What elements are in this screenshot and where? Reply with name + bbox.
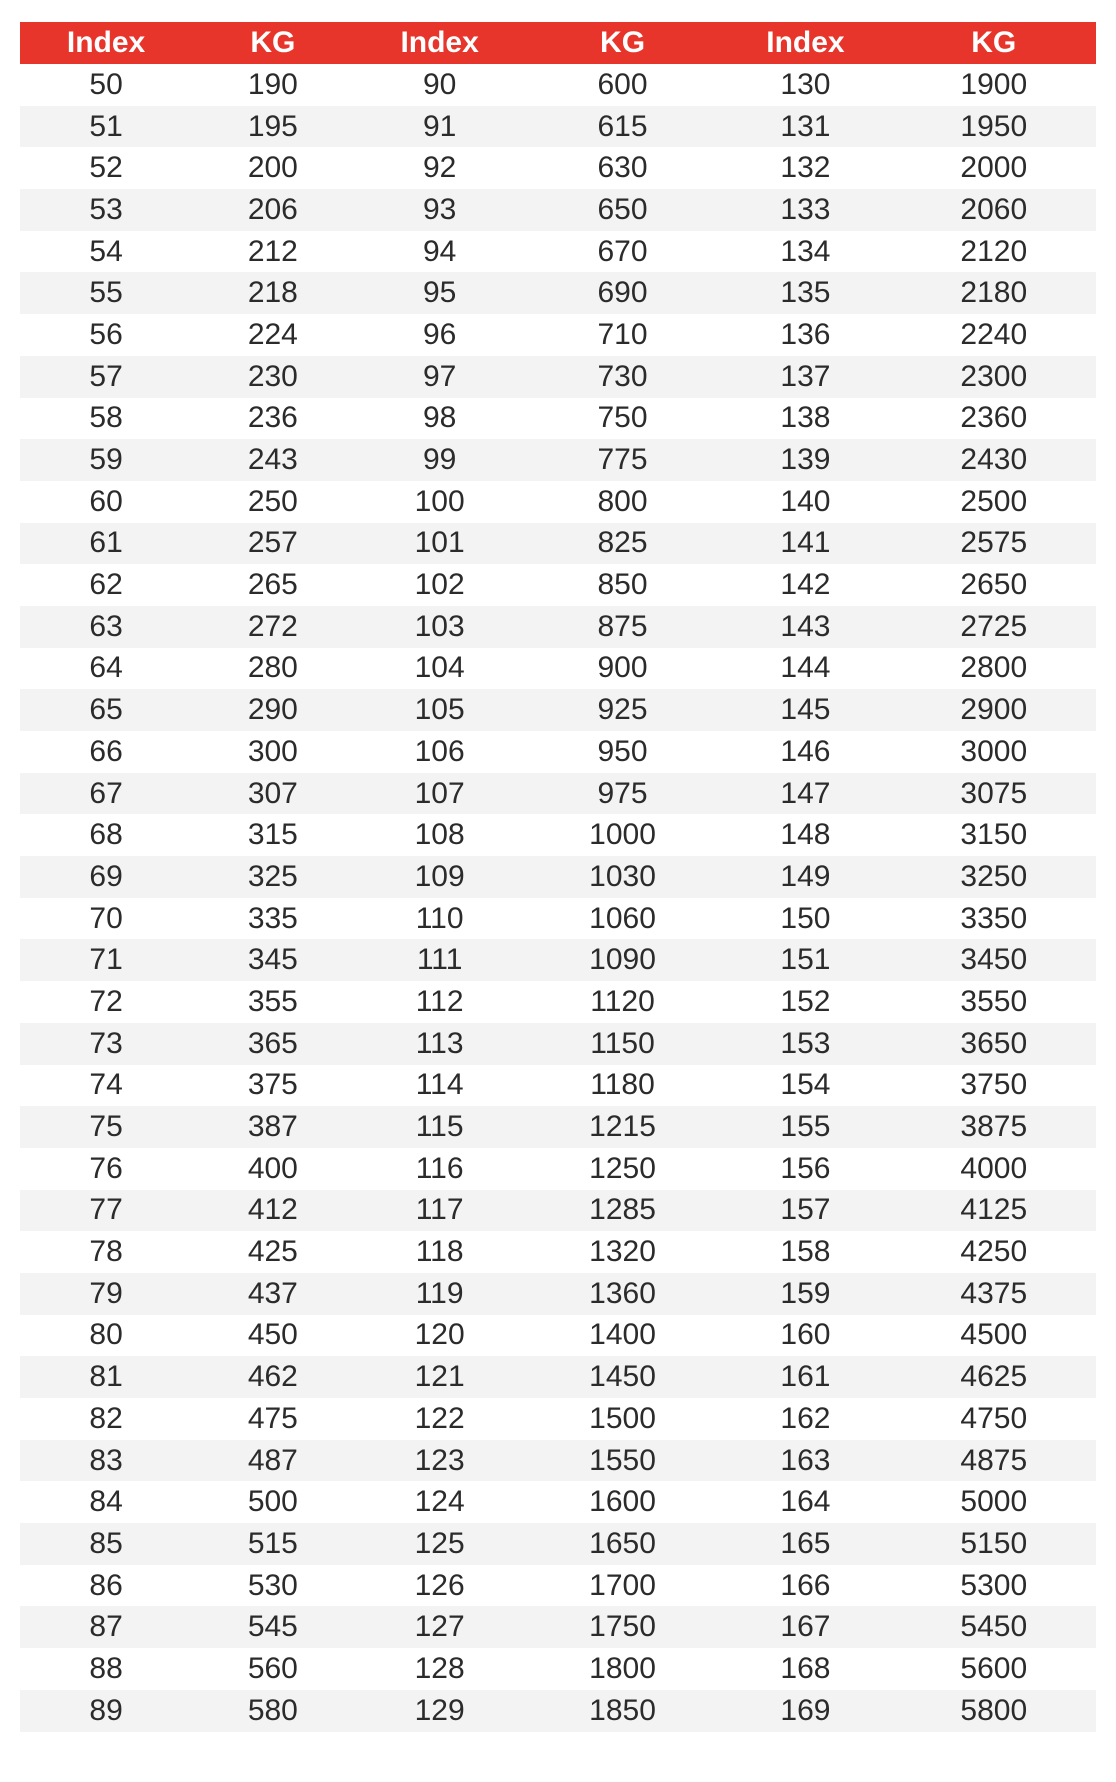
index-cell: 119 <box>354 1273 526 1315</box>
index-cell: 72 <box>20 981 192 1023</box>
load-index-table <box>20 22 1096 1732</box>
header-row <box>20 22 1096 64</box>
index-cell: 55 <box>20 272 192 314</box>
kg-cell: 3875 <box>892 1106 1096 1148</box>
kg-cell: 272 <box>192 606 353 648</box>
index-cell: 164 <box>719 1481 891 1523</box>
kg-cell: 2180 <box>892 272 1096 314</box>
table-row <box>20 523 1096 565</box>
kg-cell: 1090 <box>526 939 720 981</box>
kg-cell: 670 <box>526 231 720 273</box>
kg-cell: 450 <box>192 1315 353 1357</box>
index-cell: 145 <box>719 689 891 731</box>
index-cell: 165 <box>719 1523 891 1565</box>
table-row <box>20 648 1096 690</box>
kg-cell: 2240 <box>892 314 1096 356</box>
kg-cell: 4000 <box>892 1148 1096 1190</box>
index-cell: 90 <box>354 64 526 106</box>
index-cell: 51 <box>20 106 192 148</box>
index-cell: 134 <box>719 231 891 273</box>
kg-cell: 2725 <box>892 606 1096 648</box>
table-row <box>20 856 1096 898</box>
index-cell: 62 <box>20 564 192 606</box>
table-row <box>20 1648 1096 1690</box>
table-row <box>20 314 1096 356</box>
kg-cell: 250 <box>192 481 353 523</box>
index-cell: 79 <box>20 1273 192 1315</box>
index-cell: 94 <box>354 231 526 273</box>
column-header-kg: KG <box>892 22 1096 64</box>
index-cell: 110 <box>354 898 526 940</box>
column-header-index: Index <box>20 22 192 64</box>
index-cell: 152 <box>719 981 891 1023</box>
index-cell: 87 <box>20 1606 192 1648</box>
index-cell: 108 <box>354 814 526 856</box>
index-cell: 140 <box>719 481 891 523</box>
index-cell: 95 <box>354 272 526 314</box>
table-row <box>20 689 1096 731</box>
index-cell: 142 <box>719 564 891 606</box>
kg-cell: 4500 <box>892 1315 1096 1357</box>
kg-cell: 4875 <box>892 1440 1096 1482</box>
kg-cell: 3650 <box>892 1023 1096 1065</box>
index-cell: 59 <box>20 439 192 481</box>
kg-cell: 257 <box>192 523 353 565</box>
index-cell: 60 <box>20 481 192 523</box>
kg-cell: 580 <box>192 1690 353 1732</box>
kg-cell: 5450 <box>892 1606 1096 1648</box>
index-cell: 168 <box>719 1648 891 1690</box>
kg-cell: 515 <box>192 1523 353 1565</box>
kg-cell: 925 <box>526 689 720 731</box>
kg-cell: 425 <box>192 1231 353 1273</box>
kg-cell: 224 <box>192 314 353 356</box>
table-row <box>20 1273 1096 1315</box>
index-cell: 97 <box>354 356 526 398</box>
column-header-index: Index <box>719 22 891 64</box>
kg-cell: 775 <box>526 439 720 481</box>
kg-cell: 1060 <box>526 898 720 940</box>
table-row <box>20 64 1096 106</box>
kg-cell: 530 <box>192 1565 353 1607</box>
kg-cell: 190 <box>192 64 353 106</box>
index-cell: 107 <box>354 773 526 815</box>
index-cell: 106 <box>354 731 526 773</box>
kg-cell: 5600 <box>892 1648 1096 1690</box>
index-cell: 136 <box>719 314 891 356</box>
kg-cell: 2800 <box>892 648 1096 690</box>
table-row <box>20 189 1096 231</box>
index-cell: 133 <box>719 189 891 231</box>
table-row <box>20 1148 1096 1190</box>
index-cell: 120 <box>354 1315 526 1357</box>
index-cell: 115 <box>354 1106 526 1148</box>
kg-cell: 1150 <box>526 1023 720 1065</box>
index-cell: 127 <box>354 1606 526 1648</box>
index-cell: 68 <box>20 814 192 856</box>
kg-cell: 1000 <box>526 814 720 856</box>
kg-cell: 3350 <box>892 898 1096 940</box>
kg-cell: 690 <box>526 272 720 314</box>
index-cell: 166 <box>719 1565 891 1607</box>
index-cell: 77 <box>20 1190 192 1232</box>
kg-cell: 5150 <box>892 1523 1096 1565</box>
index-cell: 125 <box>354 1523 526 1565</box>
index-cell: 56 <box>20 314 192 356</box>
kg-cell: 1120 <box>526 981 720 1023</box>
index-cell: 76 <box>20 1148 192 1190</box>
kg-cell: 335 <box>192 898 353 940</box>
kg-cell: 1700 <box>526 1565 720 1607</box>
kg-cell: 2360 <box>892 398 1096 440</box>
kg-cell: 412 <box>192 1190 353 1232</box>
kg-cell: 975 <box>526 773 720 815</box>
index-cell: 163 <box>719 1440 891 1482</box>
table-row <box>20 731 1096 773</box>
table-row <box>20 1315 1096 1357</box>
index-cell: 69 <box>20 856 192 898</box>
kg-cell: 615 <box>526 106 720 148</box>
kg-cell: 315 <box>192 814 353 856</box>
index-cell: 61 <box>20 523 192 565</box>
index-cell: 129 <box>354 1690 526 1732</box>
index-cell: 84 <box>20 1481 192 1523</box>
index-cell: 63 <box>20 606 192 648</box>
kg-cell: 387 <box>192 1106 353 1148</box>
index-cell: 74 <box>20 1065 192 1107</box>
index-cell: 67 <box>20 773 192 815</box>
kg-cell: 437 <box>192 1273 353 1315</box>
kg-cell: 1800 <box>526 1648 720 1690</box>
table-row <box>20 398 1096 440</box>
kg-cell: 375 <box>192 1065 353 1107</box>
index-cell: 144 <box>719 648 891 690</box>
index-cell: 118 <box>354 1231 526 1273</box>
table-row <box>20 564 1096 606</box>
kg-cell: 1450 <box>526 1356 720 1398</box>
index-cell: 73 <box>20 1023 192 1065</box>
index-cell: 85 <box>20 1523 192 1565</box>
kg-cell: 1180 <box>526 1065 720 1107</box>
index-cell: 104 <box>354 648 526 690</box>
kg-cell: 1600 <box>526 1481 720 1523</box>
index-cell: 154 <box>719 1065 891 1107</box>
table-row <box>20 1356 1096 1398</box>
table-row <box>20 1065 1096 1107</box>
index-cell: 78 <box>20 1231 192 1273</box>
kg-cell: 265 <box>192 564 353 606</box>
kg-cell: 650 <box>526 189 720 231</box>
kg-cell: 5300 <box>892 1565 1096 1607</box>
kg-cell: 500 <box>192 1481 353 1523</box>
kg-cell: 750 <box>526 398 720 440</box>
table-row <box>20 1565 1096 1607</box>
index-cell: 65 <box>20 689 192 731</box>
kg-cell: 560 <box>192 1648 353 1690</box>
kg-cell: 3550 <box>892 981 1096 1023</box>
kg-cell: 800 <box>526 481 720 523</box>
kg-cell: 300 <box>192 731 353 773</box>
kg-cell: 325 <box>192 856 353 898</box>
index-cell: 143 <box>719 606 891 648</box>
index-cell: 54 <box>20 231 192 273</box>
kg-cell: 195 <box>192 106 353 148</box>
index-cell: 111 <box>354 939 526 981</box>
index-cell: 160 <box>719 1315 891 1357</box>
index-cell: 82 <box>20 1398 192 1440</box>
table-row <box>20 606 1096 648</box>
kg-cell: 3000 <box>892 731 1096 773</box>
index-cell: 83 <box>20 1440 192 1482</box>
index-cell: 137 <box>719 356 891 398</box>
table-row <box>20 1023 1096 1065</box>
kg-cell: 1500 <box>526 1398 720 1440</box>
index-cell: 58 <box>20 398 192 440</box>
index-cell: 93 <box>354 189 526 231</box>
table-row <box>20 898 1096 940</box>
kg-cell: 3150 <box>892 814 1096 856</box>
index-cell: 50 <box>20 64 192 106</box>
kg-cell: 900 <box>526 648 720 690</box>
index-cell: 57 <box>20 356 192 398</box>
kg-cell: 475 <box>192 1398 353 1440</box>
table-row <box>20 1481 1096 1523</box>
kg-cell: 200 <box>192 147 353 189</box>
kg-cell: 206 <box>192 189 353 231</box>
index-cell: 132 <box>719 147 891 189</box>
kg-cell: 212 <box>192 231 353 273</box>
kg-cell: 1400 <box>526 1315 720 1357</box>
index-cell: 114 <box>354 1065 526 1107</box>
kg-cell: 2650 <box>892 564 1096 606</box>
index-cell: 155 <box>719 1106 891 1148</box>
index-cell: 86 <box>20 1565 192 1607</box>
table-row <box>20 439 1096 481</box>
index-cell: 124 <box>354 1481 526 1523</box>
kg-cell: 2300 <box>892 356 1096 398</box>
kg-cell: 2900 <box>892 689 1096 731</box>
kg-cell: 630 <box>526 147 720 189</box>
table-row <box>20 773 1096 815</box>
index-cell: 98 <box>354 398 526 440</box>
index-cell: 141 <box>719 523 891 565</box>
table-row <box>20 481 1096 523</box>
table-row <box>20 106 1096 148</box>
kg-cell: 3750 <box>892 1065 1096 1107</box>
index-cell: 161 <box>719 1356 891 1398</box>
index-cell: 102 <box>354 564 526 606</box>
index-cell: 116 <box>354 1148 526 1190</box>
index-cell: 139 <box>719 439 891 481</box>
index-cell: 162 <box>719 1398 891 1440</box>
index-cell: 123 <box>354 1440 526 1482</box>
kg-cell: 1900 <box>892 64 1096 106</box>
index-cell: 146 <box>719 731 891 773</box>
kg-cell: 462 <box>192 1356 353 1398</box>
index-cell: 88 <box>20 1648 192 1690</box>
table-row <box>20 272 1096 314</box>
kg-cell: 218 <box>192 272 353 314</box>
table-row <box>20 147 1096 189</box>
index-cell: 138 <box>719 398 891 440</box>
index-cell: 117 <box>354 1190 526 1232</box>
index-cell: 66 <box>20 731 192 773</box>
index-cell: 131 <box>719 106 891 148</box>
kg-cell: 730 <box>526 356 720 398</box>
index-cell: 159 <box>719 1273 891 1315</box>
index-cell: 100 <box>354 481 526 523</box>
kg-cell: 2430 <box>892 439 1096 481</box>
index-cell: 148 <box>719 814 891 856</box>
table-row <box>20 356 1096 398</box>
index-cell: 122 <box>354 1398 526 1440</box>
index-cell: 80 <box>20 1315 192 1357</box>
kg-cell: 365 <box>192 1023 353 1065</box>
index-cell: 153 <box>719 1023 891 1065</box>
index-cell: 130 <box>719 64 891 106</box>
kg-cell: 1250 <box>526 1148 720 1190</box>
kg-cell: 1320 <box>526 1231 720 1273</box>
kg-cell: 290 <box>192 689 353 731</box>
table-row <box>20 981 1096 1023</box>
index-cell: 92 <box>354 147 526 189</box>
kg-cell: 1285 <box>526 1190 720 1232</box>
index-cell: 147 <box>719 773 891 815</box>
kg-cell: 280 <box>192 648 353 690</box>
table-body <box>20 64 1096 1732</box>
index-cell: 135 <box>719 272 891 314</box>
kg-cell: 236 <box>192 398 353 440</box>
index-cell: 169 <box>719 1690 891 1732</box>
column-header-kg: KG <box>192 22 353 64</box>
index-cell: 70 <box>20 898 192 940</box>
kg-cell: 2500 <box>892 481 1096 523</box>
index-cell: 113 <box>354 1023 526 1065</box>
table-row <box>20 939 1096 981</box>
index-cell: 71 <box>20 939 192 981</box>
index-cell: 157 <box>719 1190 891 1232</box>
index-cell: 126 <box>354 1565 526 1607</box>
index-cell: 89 <box>20 1690 192 1732</box>
table-row <box>20 1440 1096 1482</box>
index-cell: 99 <box>354 439 526 481</box>
table-row <box>20 231 1096 273</box>
kg-cell: 230 <box>192 356 353 398</box>
kg-cell: 600 <box>526 64 720 106</box>
kg-cell: 1650 <box>526 1523 720 1565</box>
index-cell: 128 <box>354 1648 526 1690</box>
index-cell: 53 <box>20 189 192 231</box>
kg-cell: 5000 <box>892 1481 1096 1523</box>
kg-cell: 4375 <box>892 1273 1096 1315</box>
kg-cell: 545 <box>192 1606 353 1648</box>
kg-cell: 1550 <box>526 1440 720 1482</box>
kg-cell: 1850 <box>526 1690 720 1732</box>
table-row <box>20 1106 1096 1148</box>
index-cell: 105 <box>354 689 526 731</box>
kg-cell: 243 <box>192 439 353 481</box>
index-cell: 149 <box>719 856 891 898</box>
index-cell: 121 <box>354 1356 526 1398</box>
table-row <box>20 1523 1096 1565</box>
kg-cell: 307 <box>192 773 353 815</box>
kg-cell: 4625 <box>892 1356 1096 1398</box>
kg-cell: 850 <box>526 564 720 606</box>
kg-cell: 4250 <box>892 1231 1096 1273</box>
kg-cell: 2000 <box>892 147 1096 189</box>
index-cell: 151 <box>719 939 891 981</box>
index-cell: 52 <box>20 147 192 189</box>
index-cell: 158 <box>719 1231 891 1273</box>
index-cell: 91 <box>354 106 526 148</box>
index-cell: 112 <box>354 981 526 1023</box>
table-header <box>20 22 1096 64</box>
index-cell: 75 <box>20 1106 192 1148</box>
kg-cell: 345 <box>192 939 353 981</box>
kg-cell: 875 <box>526 606 720 648</box>
kg-cell: 4125 <box>892 1190 1096 1232</box>
index-cell: 96 <box>354 314 526 356</box>
index-cell: 101 <box>354 523 526 565</box>
column-header-kg: KG <box>526 22 720 64</box>
kg-cell: 5800 <box>892 1690 1096 1732</box>
kg-cell: 487 <box>192 1440 353 1482</box>
index-cell: 156 <box>719 1148 891 1190</box>
kg-cell: 4750 <box>892 1398 1096 1440</box>
kg-cell: 1950 <box>892 106 1096 148</box>
kg-cell: 825 <box>526 523 720 565</box>
kg-cell: 2060 <box>892 189 1096 231</box>
column-header-index: Index <box>354 22 526 64</box>
table-row <box>20 814 1096 856</box>
table-row <box>20 1398 1096 1440</box>
table-row <box>20 1231 1096 1273</box>
kg-cell: 355 <box>192 981 353 1023</box>
index-cell: 150 <box>719 898 891 940</box>
kg-cell: 3450 <box>892 939 1096 981</box>
kg-cell: 1750 <box>526 1606 720 1648</box>
kg-cell: 3250 <box>892 856 1096 898</box>
kg-cell: 2575 <box>892 523 1096 565</box>
kg-cell: 950 <box>526 731 720 773</box>
kg-cell: 400 <box>192 1148 353 1190</box>
index-cell: 167 <box>719 1606 891 1648</box>
index-cell: 64 <box>20 648 192 690</box>
kg-cell: 2120 <box>892 231 1096 273</box>
kg-cell: 1030 <box>526 856 720 898</box>
kg-cell: 710 <box>526 314 720 356</box>
kg-cell: 1215 <box>526 1106 720 1148</box>
kg-cell: 1360 <box>526 1273 720 1315</box>
table-row <box>20 1606 1096 1648</box>
index-cell: 81 <box>20 1356 192 1398</box>
table-row <box>20 1190 1096 1232</box>
index-cell: 109 <box>354 856 526 898</box>
index-cell: 103 <box>354 606 526 648</box>
table-row <box>20 1690 1096 1732</box>
kg-cell: 3075 <box>892 773 1096 815</box>
